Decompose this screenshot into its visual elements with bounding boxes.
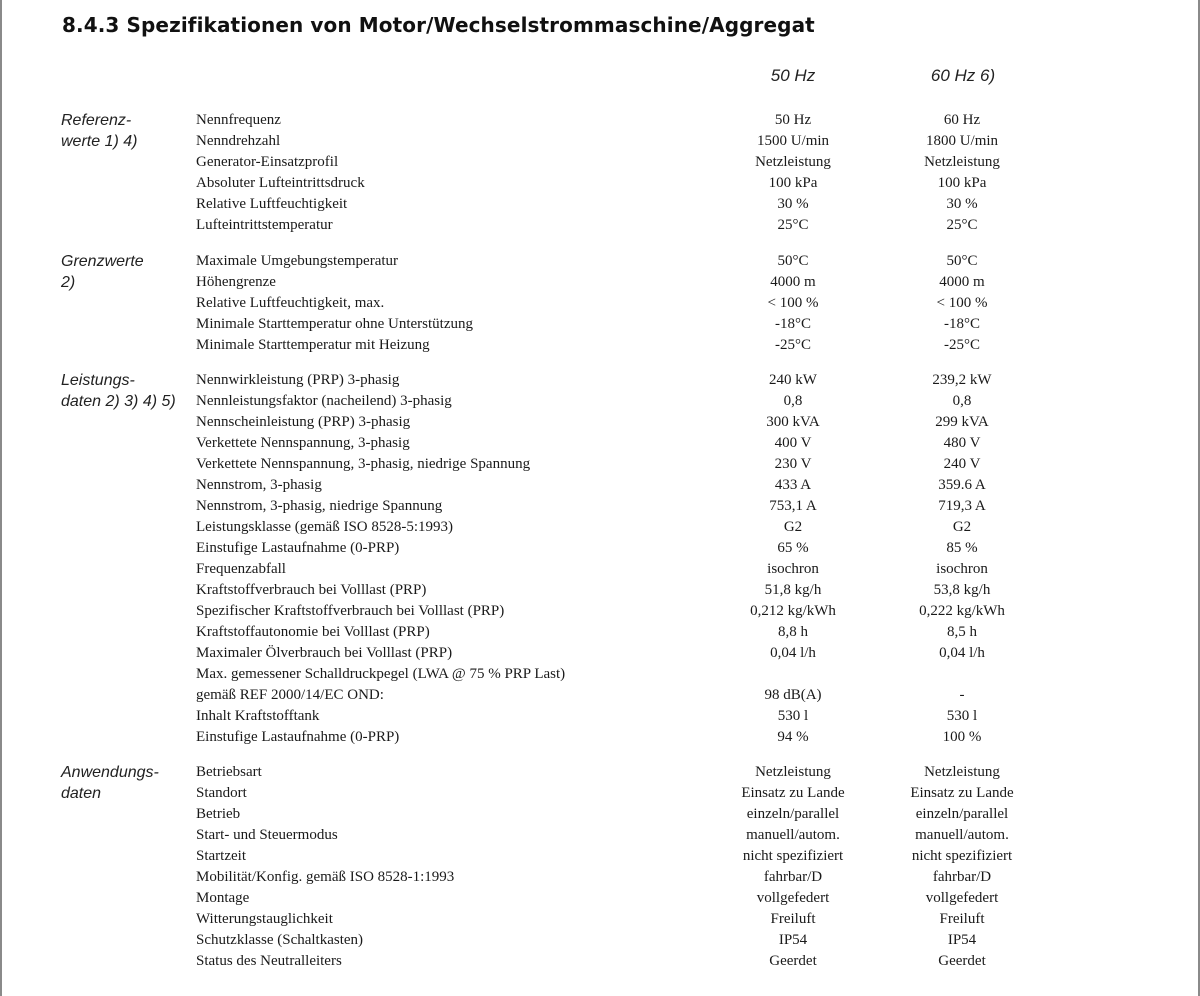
value-60hz: 53,8 kg/h bbox=[933, 582, 991, 598]
column-header-60hz: 60 Hz 6) bbox=[930, 66, 996, 85]
table-row bbox=[0, 370, 1200, 391]
table-row bbox=[0, 433, 1200, 454]
value-60hz: Netzleistung bbox=[924, 764, 1000, 780]
value-60hz: IP54 bbox=[947, 932, 977, 948]
row-label: Generator-Einsatzprofil bbox=[196, 154, 339, 170]
row-label: Nennscheinleistung (PRP) 3-phasig bbox=[196, 414, 411, 430]
value-60hz: vollgefedert bbox=[925, 890, 999, 906]
value-50hz: Freiluft bbox=[770, 911, 816, 927]
table-row bbox=[0, 783, 1200, 804]
row-label: Standort bbox=[196, 785, 247, 801]
row-label: Montage bbox=[196, 890, 250, 906]
table-row bbox=[0, 951, 1200, 972]
row-label: Start- und Steuermodus bbox=[196, 827, 338, 843]
value-60hz: fahrbar/D bbox=[932, 869, 992, 885]
row-label: Relative Luftfeuchtigkeit bbox=[196, 196, 348, 212]
section-label: Referenz- werte 1) 4) bbox=[61, 112, 138, 150]
row-label: Minimale Starttemperatur mit Heizung bbox=[196, 337, 430, 353]
value-50hz: -25°C bbox=[775, 337, 811, 353]
row-label: Mobilität/Konfig. gemäß ISO 8528-1:1993 bbox=[196, 869, 455, 885]
table-row bbox=[0, 643, 1200, 664]
value-50hz: 65 % bbox=[777, 540, 809, 556]
value-50hz: 433 A bbox=[774, 477, 812, 493]
table-row bbox=[0, 412, 1200, 433]
value-60hz: - bbox=[959, 687, 965, 703]
value-60hz: 4000 m bbox=[939, 274, 985, 290]
row-label: Startzeit bbox=[196, 848, 246, 864]
table-row bbox=[0, 272, 1200, 293]
row-label: Maximale Umgebungstemperatur bbox=[196, 253, 399, 269]
row-label: Lufteintrittstemperatur bbox=[196, 217, 333, 233]
table-row bbox=[0, 580, 1200, 601]
table-row bbox=[0, 762, 1200, 783]
row-label: Relative Luftfeuchtigkeit, max. bbox=[196, 295, 385, 311]
value-60hz: 25°C bbox=[946, 217, 978, 233]
section-label: Grenzwerte 2) bbox=[61, 253, 144, 291]
value-50hz: 1500 U/min bbox=[756, 133, 830, 149]
table-row bbox=[0, 194, 1200, 215]
value-60hz: 480 V bbox=[943, 435, 981, 451]
value-50hz: IP54 bbox=[778, 932, 808, 948]
value-60hz: 299 kVA bbox=[935, 414, 989, 430]
table-row bbox=[0, 215, 1200, 236]
value-60hz: 30 % bbox=[946, 196, 978, 212]
value-60hz: < 100 % bbox=[936, 295, 988, 311]
table-row bbox=[0, 110, 1200, 131]
row-label: Nennleistungsfaktor (nacheilend) 3-phasig bbox=[196, 393, 452, 409]
table-row bbox=[0, 314, 1200, 335]
value-50hz: -18°C bbox=[775, 316, 811, 332]
section-label: Anwendungs- daten bbox=[61, 764, 159, 802]
value-50hz: Geerdet bbox=[769, 953, 817, 969]
value-60hz: 60 Hz bbox=[943, 112, 981, 128]
value-50hz: 0,212 kg/kWh bbox=[750, 603, 836, 619]
value-60hz: -18°C bbox=[944, 316, 980, 332]
value-60hz: G2 bbox=[952, 519, 972, 535]
table-row bbox=[0, 664, 1200, 685]
table-row bbox=[0, 867, 1200, 888]
row-label: Absoluter Lufteintrittsdruck bbox=[196, 175, 365, 191]
value-50hz: 530 l bbox=[777, 708, 809, 724]
value-50hz: 4000 m bbox=[770, 274, 816, 290]
row-label: Schutzklasse (Schaltkasten) bbox=[196, 932, 364, 948]
value-50hz: 50°C bbox=[777, 253, 809, 269]
table-row bbox=[0, 727, 1200, 748]
table-row bbox=[0, 685, 1200, 706]
table-row bbox=[0, 538, 1200, 559]
table-row bbox=[0, 335, 1200, 356]
row-label: Maximaler Ölverbrauch bei Volllast (PRP) bbox=[196, 645, 453, 661]
value-60hz: manuell/autom. bbox=[915, 827, 1009, 843]
value-50hz: 25°C bbox=[777, 217, 809, 233]
value-50hz: nicht spezifiziert bbox=[742, 848, 844, 864]
value-60hz: 100 % bbox=[942, 729, 982, 745]
table-row bbox=[0, 173, 1200, 194]
table-row bbox=[0, 454, 1200, 475]
value-50hz: manuell/autom. bbox=[746, 827, 840, 843]
table-row bbox=[0, 475, 1200, 496]
row-label: Frequenzabfall bbox=[196, 561, 286, 577]
table-row bbox=[0, 804, 1200, 825]
row-label: Nennwirkleistung (PRP) 3-phasig bbox=[196, 372, 400, 388]
value-50hz: 0,8 bbox=[783, 393, 803, 409]
value-60hz: isochron bbox=[936, 561, 988, 577]
row-label: Verkettete Nennspannung, 3-phasig, niedrige Spannung bbox=[196, 456, 531, 472]
row-label: Kraftstoffverbrauch bei Volllast (PRP) bbox=[196, 582, 427, 598]
value-50hz: 753,1 A bbox=[769, 498, 817, 514]
row-label: Einstufige Lastaufnahme (0-PRP) bbox=[196, 540, 400, 556]
table-row bbox=[0, 601, 1200, 622]
row-label: Nennstrom, 3-phasig bbox=[196, 477, 322, 493]
row-label: Betriebsart bbox=[196, 764, 262, 780]
table-row bbox=[0, 251, 1200, 272]
value-60hz: 0,222 kg/kWh bbox=[919, 603, 1005, 619]
table-row bbox=[0, 152, 1200, 173]
column-header-50hz: 50 Hz bbox=[770, 66, 816, 85]
value-50hz: 50 Hz bbox=[774, 112, 812, 128]
value-60hz: 50°C bbox=[946, 253, 978, 269]
value-60hz: -25°C bbox=[944, 337, 980, 353]
table-row bbox=[0, 559, 1200, 580]
row-label: Kraftstoffautonomie bei Volllast (PRP) bbox=[196, 624, 430, 640]
value-50hz: 8,8 h bbox=[778, 624, 808, 640]
table-row bbox=[0, 496, 1200, 517]
row-label: gemäß REF 2000/14/EC OND: bbox=[196, 687, 384, 703]
value-50hz: fahrbar/D bbox=[763, 869, 823, 885]
row-label: Minimale Starttemperatur ohne Unterstützung bbox=[196, 316, 474, 332]
row-label: Nennstrom, 3-phasig, niedrige Spannung bbox=[196, 498, 443, 514]
value-50hz: Netzleistung bbox=[755, 764, 831, 780]
value-60hz: 8,5 h bbox=[947, 624, 977, 640]
value-60hz: 240 V bbox=[943, 456, 981, 472]
table-row bbox=[0, 846, 1200, 867]
value-50hz: 0,04 l/h bbox=[770, 645, 816, 661]
section-label: Leistungs- daten 2) 3) 4) 5) bbox=[61, 372, 176, 410]
row-label: Spezifischer Kraftstoffverbrauch bei Volllast (PRP) bbox=[196, 603, 505, 619]
value-60hz: 530 l bbox=[946, 708, 978, 724]
row-label: Witterungstauglichkeit bbox=[196, 911, 333, 927]
table-row bbox=[0, 293, 1200, 314]
row-label: Höhengrenze bbox=[196, 274, 276, 290]
row-label: Nenndrehzahl bbox=[196, 133, 281, 149]
table-row bbox=[0, 517, 1200, 538]
value-50hz: 400 V bbox=[774, 435, 812, 451]
value-50hz: 94 % bbox=[777, 729, 809, 745]
value-60hz: 0,04 l/h bbox=[939, 645, 985, 661]
table-row bbox=[0, 622, 1200, 643]
value-60hz: 85 % bbox=[946, 540, 978, 556]
row-label: Einstufige Lastaufnahme (0-PRP) bbox=[196, 729, 400, 745]
row-label: Status des Neutralleiters bbox=[196, 953, 342, 969]
value-60hz: nicht spezifiziert bbox=[911, 848, 1013, 864]
value-60hz: 1800 U/min bbox=[925, 133, 999, 149]
value-50hz: G2 bbox=[783, 519, 803, 535]
value-60hz: Freiluft bbox=[939, 911, 985, 927]
table-row bbox=[0, 888, 1200, 909]
value-50hz: 230 V bbox=[774, 456, 812, 472]
value-60hz: 719,3 A bbox=[938, 498, 986, 514]
value-60hz: 359.6 A bbox=[938, 477, 986, 493]
row-label: Nennfrequenz bbox=[196, 112, 281, 128]
table-row bbox=[0, 930, 1200, 951]
value-60hz: Einsatz zu Lande bbox=[910, 785, 1014, 801]
value-60hz: Geerdet bbox=[938, 953, 986, 969]
value-60hz: 100 kPa bbox=[937, 175, 987, 191]
value-50hz: < 100 % bbox=[767, 295, 819, 311]
row-label: Inhalt Kraftstofftank bbox=[196, 708, 320, 724]
table-row bbox=[0, 391, 1200, 412]
value-60hz: 239,2 kW bbox=[932, 372, 992, 388]
value-50hz: vollgefedert bbox=[756, 890, 830, 906]
value-60hz: Netzleistung bbox=[924, 154, 1000, 170]
value-50hz: Einsatz zu Lande bbox=[741, 785, 845, 801]
row-label: Max. gemessener Schalldruckpegel (LWA @ 75 % PRP Last) bbox=[196, 666, 566, 682]
row-label: Betrieb bbox=[196, 806, 241, 822]
row-label: Leistungsklasse (gemäß ISO 8528-5:1993) bbox=[196, 519, 454, 535]
value-50hz: 98 dB(A) bbox=[764, 687, 822, 703]
value-50hz: Netzleistung bbox=[755, 154, 831, 170]
value-50hz: 51,8 kg/h bbox=[764, 582, 822, 598]
table-row bbox=[0, 909, 1200, 930]
value-50hz: isochron bbox=[767, 561, 819, 577]
value-50hz: 100 kPa bbox=[768, 175, 818, 191]
value-60hz: 0,8 bbox=[952, 393, 972, 409]
value-50hz: 300 kVA bbox=[766, 414, 820, 430]
table-row bbox=[0, 131, 1200, 152]
value-60hz: einzeln/parallel bbox=[915, 806, 1009, 822]
value-50hz: 30 % bbox=[777, 196, 809, 212]
table-row bbox=[0, 825, 1200, 846]
row-label: Verkettete Nennspannung, 3-phasig bbox=[196, 435, 410, 451]
section-title: 8.4.3 Spezifikationen von Motor/Wechselstrommaschine/Aggregat bbox=[62, 13, 815, 37]
value-50hz: 240 kW bbox=[769, 372, 817, 388]
table-row bbox=[0, 706, 1200, 727]
value-50hz: einzeln/parallel bbox=[746, 806, 840, 822]
